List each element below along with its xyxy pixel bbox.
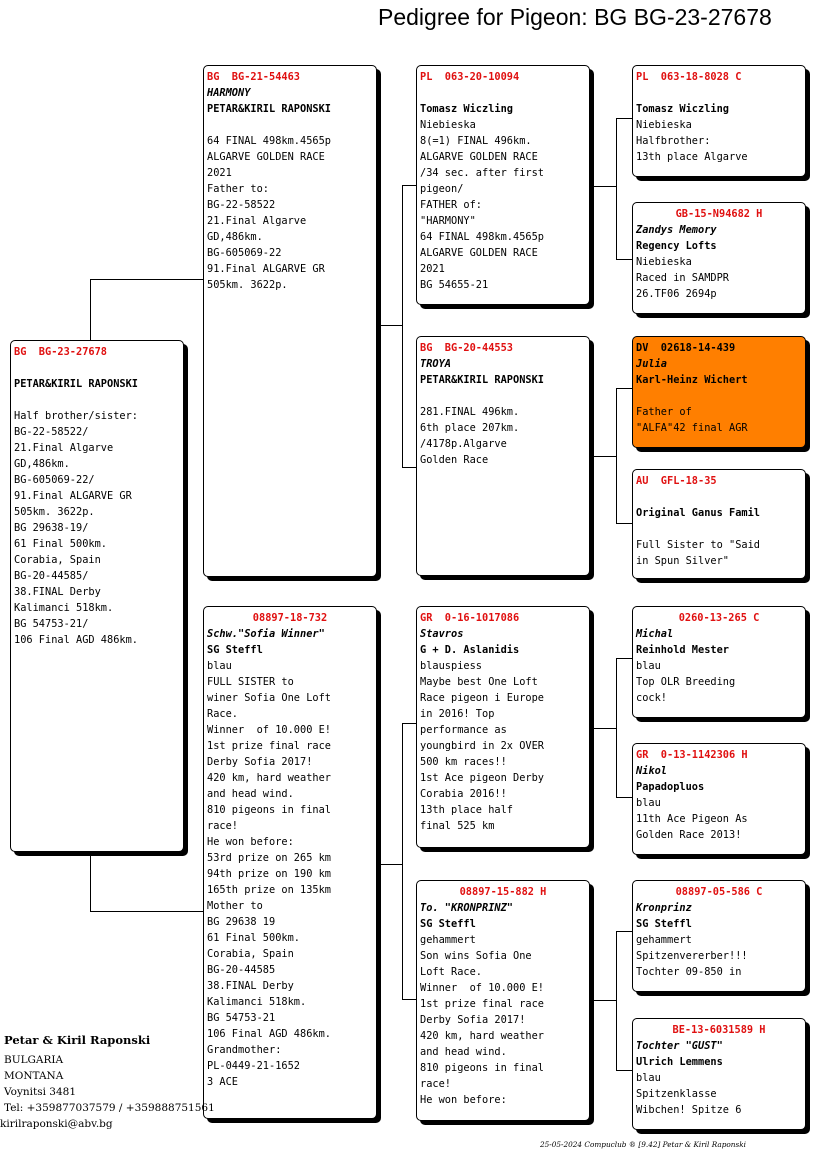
pedigree-line: Grandmother: <box>207 1044 282 1056</box>
pedigree-line: 6th place 207km. <box>420 422 520 434</box>
breeder-name: Karl-Heinz Wichert <box>636 374 748 386</box>
pigeon-name: Michal <box>636 628 674 640</box>
pedigree-line: BG-605069-22/ <box>14 474 95 486</box>
pigeon-card-subject <box>10 340 184 852</box>
connector-line <box>90 911 204 912</box>
pedigree-line: final 525 km <box>420 820 495 832</box>
pedigree-line: blau <box>207 660 232 672</box>
ring-number: BG BG-20-44553 <box>420 342 513 354</box>
ring-number: PL 063-18-8028 C <box>636 71 742 83</box>
ring-number: 08897-18-732 <box>252 612 328 624</box>
connector-line <box>616 388 633 389</box>
pedigree-line: Full Sister to "Said <box>636 539 760 551</box>
pedigree-line: 21.Final Algarve <box>14 442 114 454</box>
connector-line <box>589 186 617 187</box>
connector-line <box>616 118 633 119</box>
pigeon-card-father <box>203 65 377 577</box>
pedigree-line: pigeon/ <box>420 183 464 195</box>
footer-credit: 25-05-2024 Compuclub ® [9.42] Petar & Kiril Raponski <box>540 1140 746 1149</box>
breeder-name: SG Steffl <box>420 918 476 930</box>
pigeon-name: To. "KRONPRINZ" <box>420 902 513 914</box>
pigeon-name: Zandys Memory <box>636 224 717 236</box>
breeder-name: Tomasz Wiczling <box>420 103 513 115</box>
connector-line <box>616 523 633 524</box>
breeder-name: Original Ganus Famil <box>636 507 760 519</box>
ring-number: 0260-13-265 C <box>678 612 760 624</box>
pedigree-line: ALGARVE GOLDEN RACE <box>207 151 325 163</box>
connector-line <box>90 851 91 911</box>
pedigree-line: "ALFA"42 final AGR <box>636 422 748 434</box>
pedigree-line: Loft Race. <box>420 966 482 978</box>
connector-line <box>90 279 204 280</box>
pedigree-line: He won before: <box>207 836 294 848</box>
pedigree-line: /34 sec. after first <box>420 167 544 179</box>
pedigree-line: Wibchen! Spitze 6 <box>636 1104 742 1116</box>
ring-number: DV 02618-14-439 <box>636 342 736 354</box>
pigeon-name: Stavros <box>420 628 464 640</box>
pedigree-line: Niebieska <box>636 119 692 131</box>
pedigree-line: Race pigeon i Europe <box>420 692 544 704</box>
breeder-name: G + D. Aslanidis <box>420 644 520 656</box>
pedigree-line: 53rd prize on 265 km <box>207 852 331 864</box>
ring-number: AU GFL-18-35 <box>636 475 717 487</box>
pedigree-line: /4178p.Algarve <box>420 438 507 450</box>
pedigree-line: 505km. 3622p. <box>207 279 288 291</box>
breeder-name: SG Steffl <box>636 918 692 930</box>
pedigree-line: winer Sofia One Loft <box>207 692 331 704</box>
pedigree-line: 810 pigeons in final <box>207 804 331 816</box>
pedigree-line: BG 54753-21/ <box>14 618 89 630</box>
pedigree-line: Tochter 09-850 in <box>636 966 742 978</box>
pedigree-line: He won before: <box>420 1094 507 1106</box>
pedigree-line <box>14 392 180 408</box>
pedigree-line: 1st Ace pigeon Derby <box>420 772 544 784</box>
ring-number: BG BG-23-27678 <box>14 346 107 358</box>
pedigree-line: cock! <box>636 692 667 704</box>
pedigree-line: Corabia 2016!! <box>420 788 507 800</box>
pedigree-line <box>636 85 802 101</box>
connector-line <box>376 864 402 865</box>
pigeon-card-paternal-grandfather <box>416 65 590 305</box>
pedigree-line: Maybe best One Loft <box>420 676 538 688</box>
owner-region: MONTANA <box>4 1070 64 1082</box>
pigeon-name: Tochter "GUST" <box>636 1040 723 1052</box>
pedigree-line: Spitzenklasse <box>636 1088 717 1100</box>
pedigree-line: race! <box>420 1078 451 1090</box>
page-title: Pedigree for Pigeon: BG BG-23-27678 <box>378 4 772 30</box>
pedigree-line: blau <box>636 797 661 809</box>
pigeon-card-ggp-5 <box>632 606 806 718</box>
pedigree-line: 91.Final ALGARVE GR <box>207 263 325 275</box>
connector-line <box>376 325 402 326</box>
pigeon-card-ggp-7 <box>632 880 806 992</box>
pedigree-line: BG 29638-19/ <box>14 522 89 534</box>
owner-name: Petar & Kiril Raponski <box>4 1033 151 1047</box>
connector-line <box>616 931 633 932</box>
pedigree-line: 26.TF06 2694p <box>636 288 717 300</box>
pedigree-line: BG-22-58522 <box>207 199 276 211</box>
pigeon-card-mother <box>203 606 377 1119</box>
pedigree-line <box>420 85 586 101</box>
pigeon-name: Nikol <box>636 765 667 777</box>
owner-info <box>0 1032 215 1132</box>
ring-number: GR 0-16-1017086 <box>420 612 520 624</box>
pedigree-line: Corabia, Spain <box>207 948 294 960</box>
connector-line <box>589 456 617 457</box>
pedigree-line <box>420 388 586 404</box>
pedigree-line: and head wind. <box>207 788 294 800</box>
breeder-name: Papadopluos <box>636 781 705 793</box>
pedigree-line: Winner of 10.000 E! <box>207 724 331 736</box>
pigeon-card-paternal-grandmother <box>416 336 590 576</box>
connector-line <box>402 999 417 1000</box>
ring-number: BE-13-6031589 H <box>672 1024 766 1036</box>
breeder-name: PETAR&KIRIL RAPONSKI <box>420 374 544 386</box>
pedigree-line: BG-605069-22 <box>207 247 282 259</box>
pedigree-line: 165th prize on 135km <box>207 884 331 896</box>
breeder-name: PETAR&KIRIL RAPONSKI <box>14 378 138 390</box>
pigeon-card-ggp-3 <box>632 336 806 448</box>
pedigree-line: BG 54753-21 <box>207 1012 276 1024</box>
pedigree-line: youngbird in 2x OVER <box>420 740 544 752</box>
pedigree-line: 11th Ace Pigeon As <box>636 813 748 825</box>
pedigree-line: BG 54655-21 <box>420 279 489 291</box>
connector-line <box>616 658 633 659</box>
pedigree-line: Golden Race 2013! <box>636 829 742 841</box>
ring-number: GR 0-13-1142306 H <box>636 749 748 761</box>
pedigree-line: PL-0449-21-1652 <box>207 1060 300 1072</box>
pedigree-line: 1st prize final race <box>420 998 544 1010</box>
pedigree-line: Raced in SAMDPR <box>636 272 729 284</box>
pedigree-line: "HARMONY" <box>420 215 476 227</box>
pedigree-line: GD,486km. <box>14 458 70 470</box>
pedigree-line: Father to: <box>207 183 269 195</box>
pedigree-line: Top OLR Breeding <box>636 676 736 688</box>
connector-line <box>616 1070 633 1071</box>
pigeon-name: Kronprinz <box>636 902 692 914</box>
pigeon-name: HARMONY <box>207 87 251 99</box>
breeder-name: Reinhold Mester <box>636 644 729 656</box>
pedigree-line: 3 ACE <box>207 1076 238 1088</box>
ring-number: 08897-15-882 H <box>459 886 547 898</box>
pedigree-line: Race. <box>207 708 238 720</box>
owner-town: Voynitsi 3481 <box>4 1086 77 1098</box>
pedigree-line: BG-20-44585/ <box>14 570 89 582</box>
pedigree-line: 2021 <box>207 167 232 179</box>
pedigree-line: gehammert <box>636 934 692 946</box>
ring-number: BG BG-21-54463 <box>207 71 300 83</box>
connector-line <box>616 118 617 260</box>
owner-country: BULGARIA <box>4 1054 64 1066</box>
pedigree-line: blau <box>636 1072 661 1084</box>
pedigree-line: race! <box>207 820 238 832</box>
connector-line <box>90 279 91 340</box>
pedigree-line: and head wind. <box>420 1046 507 1058</box>
pedigree-line: 106 Final AGD 486km. <box>14 634 138 646</box>
connector-line <box>616 797 633 798</box>
pedigree-line: 505km. 3622p. <box>14 506 95 518</box>
breeder-name: Regency Lofts <box>636 240 717 252</box>
pedigree-line: 420 km, hard weather <box>207 772 331 784</box>
pedigree-line: Father of <box>636 406 692 418</box>
connector-line <box>402 723 417 724</box>
pedigree-line: 106 Final AGD 486km. <box>207 1028 331 1040</box>
pedigree-line: BG-20-44585 <box>207 964 276 976</box>
pedigree-line <box>636 489 802 505</box>
pedigree-line: 38.FINAL Derby <box>14 586 101 598</box>
connector-line <box>402 185 403 468</box>
connector-line <box>616 259 633 260</box>
pedigree-line: Spitzenvererber!!! <box>636 950 748 962</box>
pedigree-line: Niebieska <box>420 119 476 131</box>
pedigree-line: FULL SISTER to <box>207 676 294 688</box>
pedigree-line: BG 29638 19 <box>207 916 276 928</box>
pedigree-line: Kalimanci 518km. <box>14 602 114 614</box>
pedigree-line: 94th prize on 190 km <box>207 868 331 880</box>
connector-line <box>402 185 417 186</box>
connector-line <box>616 388 617 524</box>
pigeon-card-maternal-grandfather <box>416 606 590 848</box>
breeder-name: Tomasz Wiczling <box>636 103 729 115</box>
pedigree-line <box>14 360 180 376</box>
pedigree-line: 21.Final Algarve <box>207 215 307 227</box>
pigeon-card-ggp-6 <box>632 743 806 855</box>
breeder-name: PETAR&KIRIL RAPONSKI <box>207 103 331 115</box>
pedigree-line: ALGARVE GOLDEN RACE <box>420 247 538 259</box>
connector-line <box>616 658 617 798</box>
pigeon-card-ggp-8 <box>632 1018 806 1130</box>
pedigree-line: blau <box>636 660 661 672</box>
pedigree-line: GD,486km. <box>207 231 263 243</box>
pigeon-card-ggp-1 <box>632 65 806 177</box>
pedigree-line: 13th place Algarve <box>636 151 748 163</box>
pedigree-line: blauspiess <box>420 660 482 672</box>
pedigree-line: FATHER of: <box>420 199 482 211</box>
pedigree-line: Half brother/sister: <box>14 410 138 422</box>
connector-line <box>589 728 617 729</box>
pedigree-line: 38.FINAL Derby <box>207 980 294 992</box>
connector-line <box>616 931 617 1071</box>
pedigree-line: 64 FINAL 498km.4565p <box>420 231 544 243</box>
pedigree-line <box>636 388 802 404</box>
pedigree-line: 281.FINAL 496km. <box>420 406 520 418</box>
pedigree-line: 61 Final 500km. <box>14 538 107 550</box>
connector-line <box>402 723 403 1000</box>
pedigree-line: in Spun Silver" <box>636 555 729 567</box>
pedigree-line: Kalimanci 518km. <box>207 996 307 1008</box>
pedigree-line: 64 FINAL 498km.4565p <box>207 135 331 147</box>
pedigree-line: Mother to <box>207 900 263 912</box>
pedigree-line: Son wins Sofia One <box>420 950 532 962</box>
pigeon-card-maternal-grandmother <box>416 880 590 1121</box>
pedigree-line: gehammert <box>420 934 476 946</box>
breeder-name: SG Steffl <box>207 644 263 656</box>
pedigree-line: 91.Final ALGARVE GR <box>14 490 132 502</box>
owner-phone: Tel: +359877037579 / +359888751561 <box>4 1102 215 1114</box>
pedigree-line: 61 Final 500km. <box>207 932 300 944</box>
pigeon-name: Julia <box>636 358 667 370</box>
pedigree-line: 8(=1) FINAL 496km. <box>420 135 532 147</box>
pedigree-line <box>207 117 373 133</box>
connector-line <box>402 467 417 468</box>
pedigree-line: 13th place half <box>420 804 513 816</box>
pedigree-line: 500 km races!! <box>420 756 507 768</box>
pedigree-line: ALGARVE GOLDEN RACE <box>420 151 538 163</box>
pedigree-line: Derby Sofia 2017! <box>207 756 313 768</box>
pedigree-line: Niebieska <box>636 256 692 268</box>
pedigree-line: 810 pigeons in final <box>420 1062 544 1074</box>
pedigree-line: in 2016! Top <box>420 708 495 720</box>
pedigree-line: Corabia, Spain <box>14 554 101 566</box>
ring-number: PL 063-20-10094 <box>420 71 520 83</box>
ring-number: 08897-05-586 C <box>675 886 763 898</box>
pedigree-line: Derby Sofia 2017! <box>420 1014 526 1026</box>
breeder-name: Ulrich Lemmens <box>636 1056 723 1068</box>
pedigree-line <box>636 521 802 537</box>
pedigree-line: Golden Race <box>420 454 489 466</box>
pigeon-name: Schw."Sofia Winner" <box>207 628 325 640</box>
pedigree-line: Halfbrother: <box>636 135 711 147</box>
pigeon-card-ggp-4 <box>632 469 806 579</box>
pedigree-line: performance as <box>420 724 507 736</box>
ring-number: GB-15-N94682 H <box>675 208 763 220</box>
pedigree-line: Winner of 10.000 E! <box>420 982 544 994</box>
pigeon-card-ggp-2 <box>632 202 806 314</box>
pedigree-line: 2021 <box>420 263 445 275</box>
pedigree-line: 420 km, hard weather <box>420 1030 544 1042</box>
connector-line <box>589 1000 617 1001</box>
pedigree-line: BG-22-58522/ <box>14 426 89 438</box>
owner-email: kirilraponski@abv.bg <box>0 1118 113 1130</box>
pedigree-line: 1st prize final race <box>207 740 331 752</box>
pigeon-name: TROYA <box>420 358 451 370</box>
